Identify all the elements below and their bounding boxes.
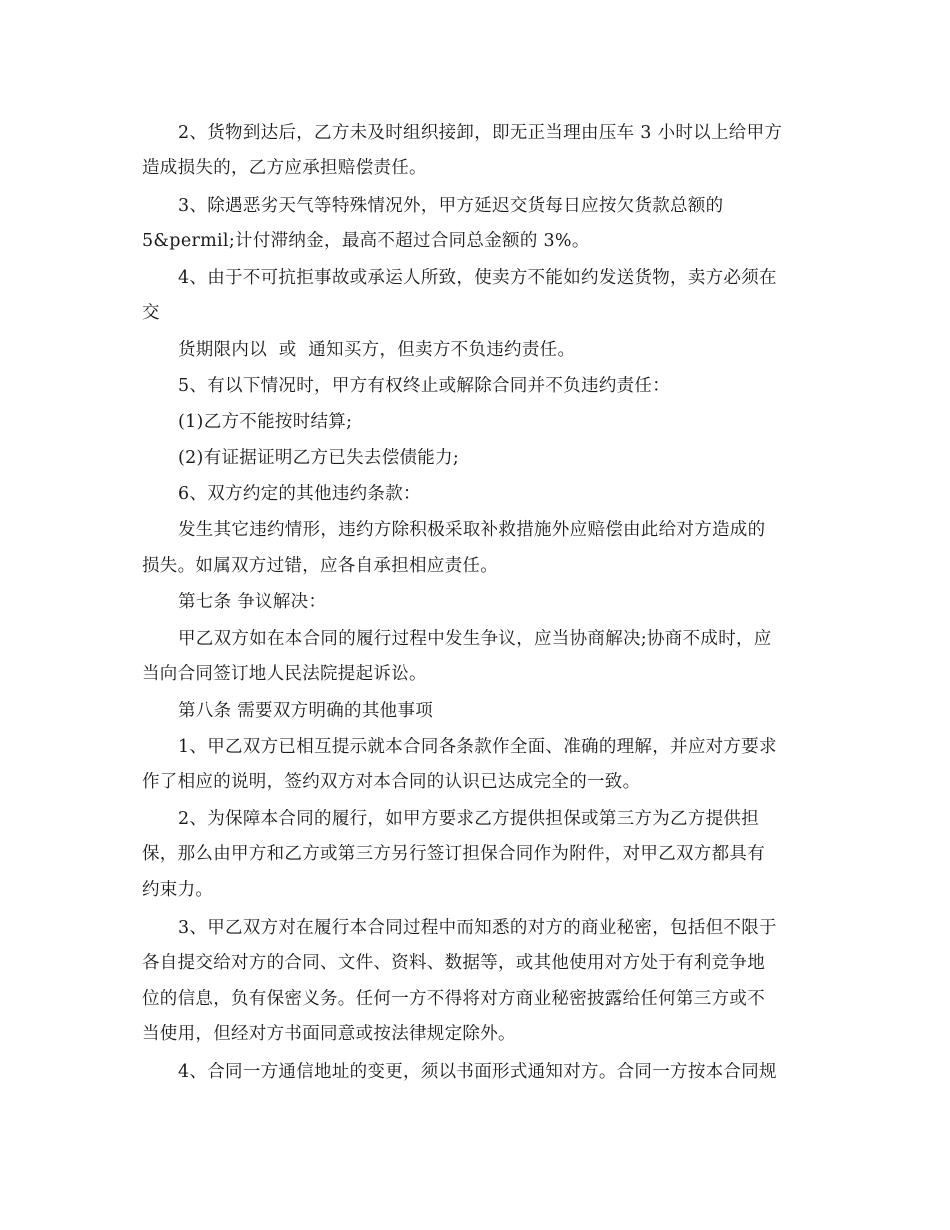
text-line: 损失。如属双方过错，应各自承担相应责任。: [142, 556, 498, 576]
text-line: 保，那么由甲方和乙方或第三方另行签订担保合同作为附件，对甲乙双方都具有: [142, 844, 765, 864]
text-line: 2、为保障本合同的履行，如甲方要求乙方提供担保或第三方为乙方提供担: [178, 809, 760, 829]
text-line: 4、合同一方通信地址的变更，须以书面形式通知对方。合同一方按本合同规: [178, 1062, 777, 1082]
text-line: 5、有以下情况时，甲方有权终止或解除合同并不负违约责任：: [178, 376, 671, 396]
text-line: 当向合同签订地人民法院提起诉讼。: [142, 664, 427, 684]
text-line: 1、甲乙双方已相互提示就本合同各条款作全面、准确的理解，并应对方要求: [178, 737, 777, 757]
text-line: 货期限内以 或 通知买方，但卖方不负违约责任。: [178, 340, 576, 360]
text-line: (2)有证据证明乙方已失去偿债能力;: [178, 448, 460, 468]
text-line: 交: [142, 303, 160, 323]
text-line: 4、由于不可抗拒事故或承运人所致，使卖方不能如约发送货物，卖方必须在: [178, 268, 777, 288]
text-line: 3、甲乙双方对在履行本合同过程中而知悉的对方的商业秘密，包括但不限于: [178, 918, 777, 938]
text-line: 发生其它违约情形，违约方除积极采取补救措施外应赔偿由此给对方造成的: [178, 520, 766, 540]
text-line: 各自提交给对方的合同、文件、资料、数据等，或其他使用对方处于有利竞争地: [142, 953, 765, 973]
text-line: 甲乙双方如在本合同的履行过程中发生争议，应当协商解决;协商不成时，应: [178, 629, 772, 649]
text-line: 约束力。: [142, 880, 214, 900]
text-line: 第七条 争议解决：: [178, 592, 327, 612]
text-line: 造成损失的，乙方应承担赔偿责任。: [142, 158, 427, 178]
text-line: 位的信息，负有保密义务。任何一方不得将对方商业秘密披露给任何第三方或不: [142, 989, 765, 1009]
text-line: 作了相应的说明，签约双方对本合同的认识已达成完全的一致。: [142, 772, 641, 792]
text-line: 5&permil;计付滞纳金，最高不超过合同总金额的 3%。: [142, 231, 590, 251]
text-line: (1)乙方不能按时结算;: [178, 412, 353, 432]
text-line: 6、双方约定的其他违约条款：: [178, 484, 421, 504]
text-line: 2、货物到达后，乙方未及时组织接卸，即无正当理由压车 3 小时以上给甲方: [178, 123, 783, 143]
text-line: 当使用，但经对方书面同意或按法律规定除外。: [142, 1024, 516, 1044]
text-line: 第八条 需要双方明确的其他事项: [178, 701, 434, 721]
text-line: 3、除遇恶劣天气等特殊情况外，甲方延迟交货每日应按欠货款总额的: [178, 196, 724, 216]
